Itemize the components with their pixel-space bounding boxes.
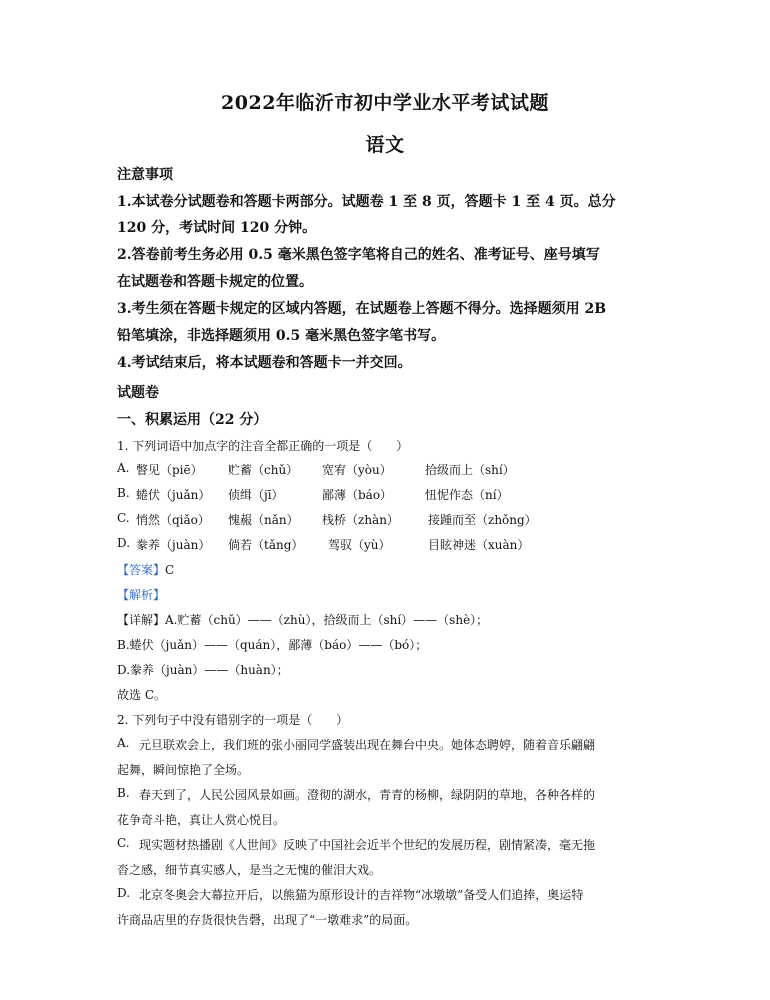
q1-option-word: 侦缉（jī） <box>228 488 284 502</box>
note-line: 铅笔填涂，非选择题须用 0.5 毫米黑色签字笔书写。 <box>117 328 446 344</box>
answer-row <box>117 561 174 578</box>
detail-row <box>117 611 488 628</box>
q1-option-label: A. <box>117 461 130 475</box>
detail-line: 故选 C。 <box>117 688 166 702</box>
section-heading: 一、积累运用（22 分） <box>117 412 268 428</box>
analysis-tag: 【解析】 <box>117 588 166 602</box>
q1-option-word: 悄然（qiǎo） <box>136 513 210 527</box>
note-line: 1.本试卷分试题卷和答题卡两部分。试题卷 1 至 8 页，答题卡 1 至 4 页。总分 <box>117 194 616 210</box>
answer-value: C <box>165 563 175 577</box>
q1-option-label: B. <box>117 486 130 500</box>
q1-option-word: 栈桥（zhàn） <box>322 513 399 527</box>
detail-tag: 【详解】 <box>117 613 166 627</box>
question-2-stem: 2. 下列句子中没有错别字的一项是（ ） <box>117 713 349 727</box>
note-line: 3.考生须在答题卡规定的区域内答题，在试题卷上答题不得分。选择题须用 2B <box>117 301 607 317</box>
q1-option-word: 忸怩作态（ní） <box>425 488 509 502</box>
q1-option-word: 驾驭（yù） <box>328 538 391 552</box>
notes-heading: 注意事项 <box>117 167 173 183</box>
q2-option-text: 许商品店里的存货很快告磬，出现了“一墩难求”的局面。 <box>117 913 418 927</box>
q1-option-word: 贮蓄（chǔ） <box>228 463 299 477</box>
q2-option-text: 北京冬奥会大幕拉开后，以熊猫为原形设计的吉祥物“冰墩墩”备受人们追捧，奥运特 <box>139 888 584 902</box>
q1-option-word: 瞥见（piē） <box>136 463 203 477</box>
q2-option-label: B. <box>117 786 130 800</box>
q1-option-word: 拾级而上（shí） <box>425 463 515 477</box>
exam-title: 2022年临沂市初中学业水平考试试题 <box>221 92 549 114</box>
paper-heading: 试题卷 <box>117 385 159 401</box>
answer-tag: 【答案】 <box>117 563 166 577</box>
q1-option-label: D. <box>117 536 131 550</box>
q2-option-text: 现实题材热播剧《人世间》反映了中国社会近半个世纪的发展历程，剧情紧凑，毫无拖 <box>139 838 596 852</box>
q2-option-text: 沓之感，细节真实感人，是当之无愧的催泪大戏。 <box>117 863 382 877</box>
q2-option-text: 春天到了，人民公园风景如画。澄彻的湖水，青青的杨柳，绿阴阴的草地，各种各样的 <box>139 788 596 802</box>
q2-option-text: 元旦联欢会上，我们班的张小丽同学盛装出现在舞台中央。她体态聘婷，随着音乐翩翩 <box>139 738 596 752</box>
subject-title: 语文 <box>365 134 405 156</box>
q2-option-text: 起舞，瞬间惊艳了全场。 <box>117 763 250 777</box>
note-line: 2.答卷前考生务必用 0.5 毫米黑色签字笔将自己的姓名、准考证号、座号填写 <box>117 247 600 263</box>
detail-line: B.蜷伏（juǎn）——（quán），鄙薄（báo）——（bó）； <box>117 638 428 652</box>
q1-option-word: 豢养（juàn） <box>136 538 211 552</box>
note-line: 在试题卷和答题卡规定的位置。 <box>117 274 313 290</box>
q1-option-label: C. <box>117 511 130 525</box>
question-1-stem: 1. 下列词语中加点字的注音全都正确的一项是（ ） <box>117 439 409 453</box>
q1-option-word: 鄙薄（báo） <box>322 488 393 502</box>
q2-option-label: D. <box>117 886 131 900</box>
detail-line: D.豢养（juàn）——（huàn）； <box>117 663 289 677</box>
q1-option-word: 目眩神迷（xuàn） <box>428 538 530 552</box>
q2-option-label: A. <box>117 736 130 750</box>
q1-option-word: 蜷伏（juǎn） <box>136 488 211 502</box>
q2-option-text: 花争奇斗艳，真让人赏心悦目。 <box>117 813 286 827</box>
q1-option-word: 接踵而至（zhǒng） <box>428 513 537 527</box>
q2-option-label: C. <box>117 836 130 850</box>
note-line: 120 分，考试时间 120 分钟。 <box>117 220 317 236</box>
q1-option-word: 愧赧（nǎn） <box>228 513 299 527</box>
q1-option-word: 宽宥（yòu） <box>322 463 392 477</box>
note-line: 4.考试结束后，将本试题卷和答题卡一并交回。 <box>117 355 412 371</box>
q1-option-word: 倘若（tǎng） <box>228 538 304 552</box>
detail-line: A.贮蓄（chǔ）——（zhù），拾级而上（shí）——（shè）； <box>165 613 489 627</box>
